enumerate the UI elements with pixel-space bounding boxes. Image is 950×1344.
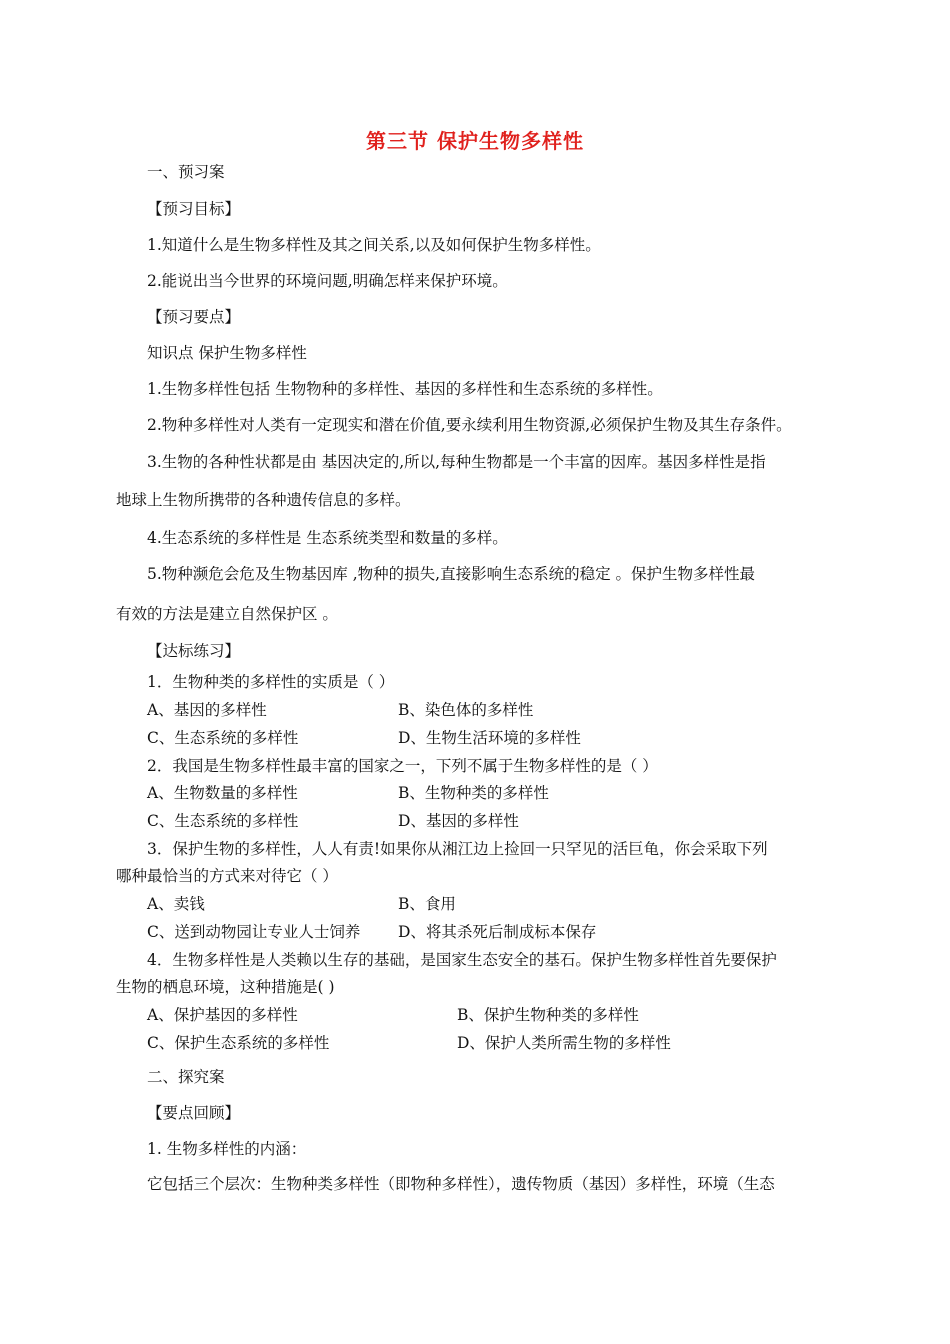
page-title: 第三节 保护生物多样性 <box>366 129 584 153</box>
question-2: 2．我国是生物多样性最丰富的国家之一，下列不属于生物多样性的是（ ） <box>147 757 658 775</box>
q1-option-d: D、生物生活环境的多样性 <box>398 729 581 747</box>
q3-option-a: A、卖钱 <box>147 895 205 913</box>
q2-option-b: B、生物种类的多样性 <box>398 784 549 802</box>
point-item: 5.物种濒危会危及生物基因库 ,物种的损失,直接影响生态系统的稳定 。保护生物多样性最 <box>147 565 755 583</box>
point-item-continuation: 地球上生物所携带的各种遗传信息的多样。 <box>116 491 411 509</box>
question-1: 1．生物种类的多样性的实质是（ ） <box>147 673 395 691</box>
section-heading-explore: 二、探究案 <box>147 1068 225 1086</box>
q1-option-c: C、生态系统的多样性 <box>147 729 299 747</box>
q2-option-c: C、生态系统的多样性 <box>147 812 299 830</box>
q4-option-d: D、保护人类所需生物的多样性 <box>457 1034 671 1052</box>
point-item: 4.生态系统的多样性是 生态系统类型和数量的多样。 <box>147 529 508 547</box>
review-item-1: 1. 生物多样性的内涵： <box>147 1140 307 1158</box>
point-item-continuation: 有效的方法是建立自然保护区 。 <box>116 605 338 623</box>
question-3-continuation: 哪种最恰当的方式来对待它（ ） <box>116 867 338 885</box>
review-text: 它包括三个层次：生物种类多样性（即物种多样性），遗传物质（基因）多样性，环境（生态 <box>147 1175 775 1193</box>
point-item: 3.生物的各种性状都是由 基因决定的,所以,每种生物都是一个丰富的因库。基因多样性是指 <box>147 453 766 471</box>
review-heading: 【要点回顾】 <box>147 1104 241 1122</box>
knowledge-point: 知识点 保护生物多样性 <box>147 344 307 362</box>
section-heading-preview: 一、预习案 <box>147 163 225 181</box>
practice-heading: 【达标练习】 <box>147 642 241 660</box>
q1-option-a: A、基因的多样性 <box>147 701 267 719</box>
question-3: 3．保护生物的多样性，人人有责!如果你从湘江边上捡回一只罕见的活巨龟，你会采取下列 <box>147 840 768 858</box>
q3-option-c: C、送到动物园让专业人士饲养 <box>147 923 361 941</box>
q3-option-b: B、食用 <box>398 895 456 913</box>
q4-option-c: C、保护生态系统的多样性 <box>147 1034 330 1052</box>
question-4-continuation: 生物的栖息环境，这种措施是( ) <box>116 978 335 996</box>
preview-points-heading: 【预习要点】 <box>147 308 241 326</box>
goal-item: 1.知道什么是生物多样性及其之间关系,以及如何保护生物多样性。 <box>147 236 601 254</box>
q4-option-a: A、保护基因的多样性 <box>147 1006 298 1024</box>
q2-option-a: A、生物数量的多样性 <box>147 784 298 802</box>
point-item: 1.生物多样性包括 生物物种的多样性、基因的多样性和生态系统的多样性。 <box>147 380 663 398</box>
q1-option-b: B、染色体的多样性 <box>398 701 534 719</box>
q3-option-d: D、将其杀死后制成标本保存 <box>398 923 597 941</box>
question-4: 4．生物多样性是人类赖以生存的基础，是国家生态安全的基石。保护生物多样性首先要保护 <box>147 951 777 969</box>
goal-item: 2.能说出当今世界的环境问题,明确怎样来保护环境。 <box>147 272 508 290</box>
point-item: 2.物种多样性对人类有一定现实和潜在价值,要永续利用生物资源,必须保护生物及其生存条件。 <box>147 416 792 434</box>
q2-option-d: D、基因的多样性 <box>398 812 519 830</box>
preview-goals-heading: 【预习目标】 <box>147 200 241 218</box>
q4-option-b: B、保护生物种类的多样性 <box>457 1006 639 1024</box>
